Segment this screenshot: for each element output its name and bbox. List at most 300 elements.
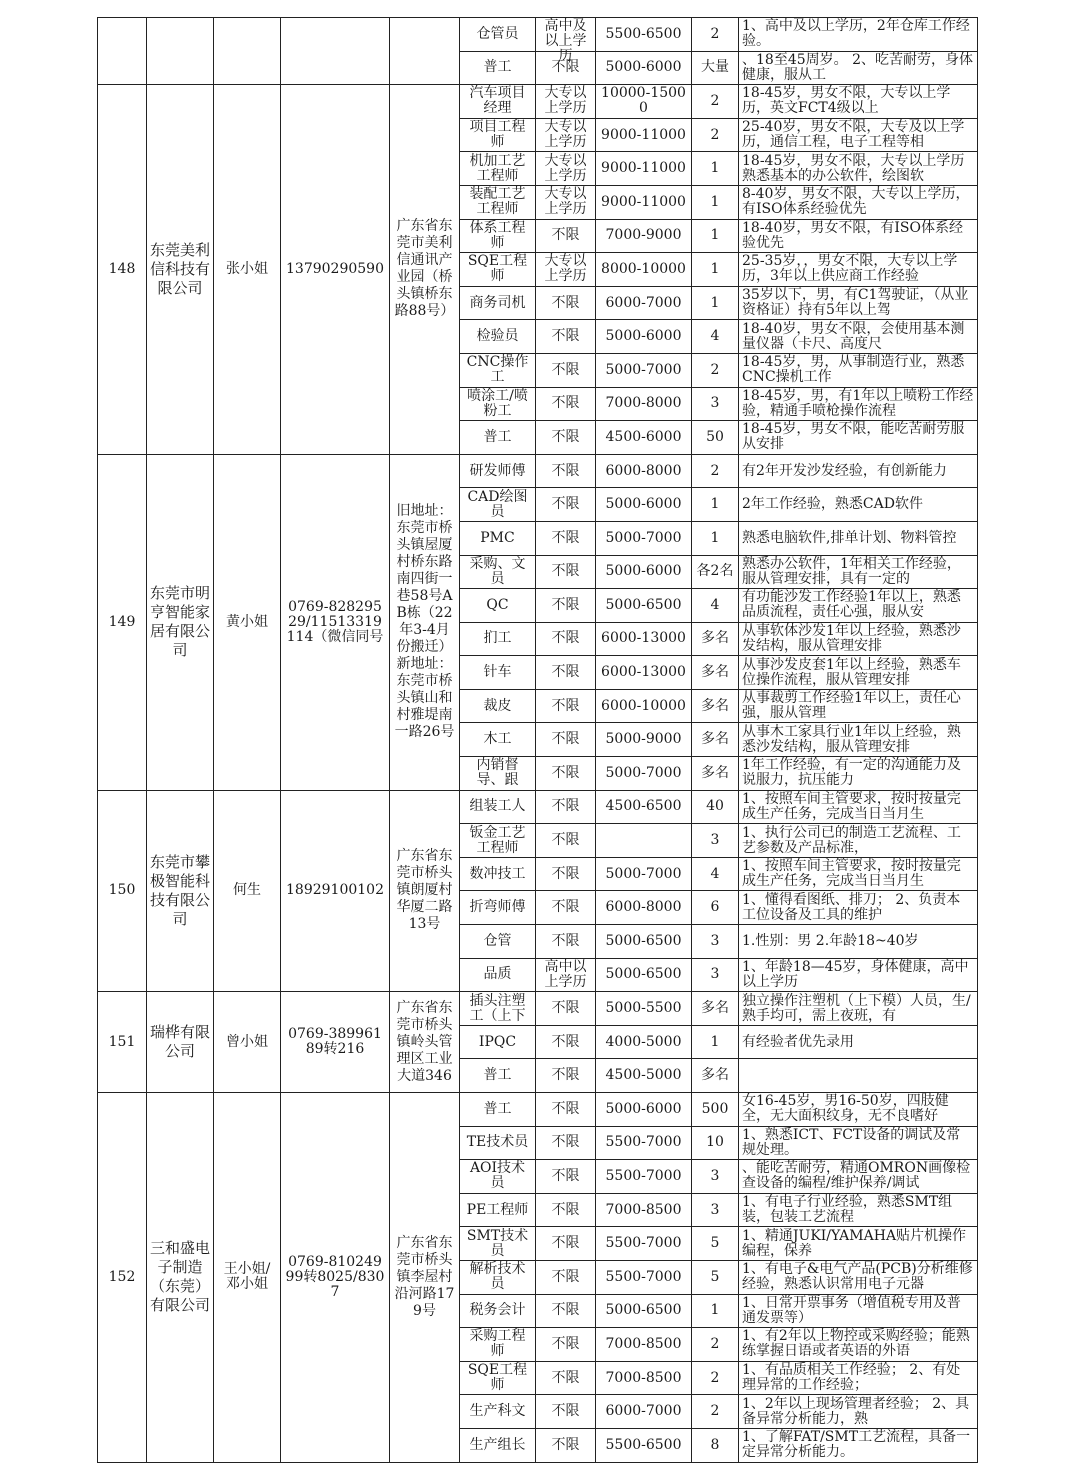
job-title	[460, 958, 536, 992]
contact-person-text: 王小姐/邓小姐	[223, 1261, 271, 1293]
job-headcount	[692, 689, 739, 723]
job-title-text: 汽车项目经理	[469, 85, 526, 117]
job-salary-text: 5000-5500	[605, 1000, 682, 1017]
job-education-text: 不限	[551, 596, 580, 613]
job-education-text: 不限	[551, 1235, 580, 1252]
job-requirements	[739, 454, 978, 488]
job-headcount	[692, 589, 739, 623]
job-headcount	[692, 320, 739, 354]
job-requirements	[739, 1160, 978, 1194]
job-title	[460, 1260, 536, 1294]
job-education	[536, 1395, 596, 1429]
job-headcount-text: 2	[710, 126, 720, 143]
job-headcount-text: 大量	[701, 59, 729, 76]
job-title	[460, 51, 536, 85]
job-salary	[596, 387, 692, 421]
job-headcount-text: 1	[710, 160, 720, 177]
job-requirements-text: 18-45岁，男，从事制造行业，熟悉CNC操机工作	[742, 354, 965, 386]
job-headcount	[692, 18, 739, 52]
job-requirements-text: 1、按照车间主管要求，按时按量完成生产任务，完成当日当月生	[742, 858, 961, 890]
job-salary-text: 5500-7000	[605, 1167, 682, 1184]
job-title	[460, 454, 536, 488]
job-education-text: 高中及以上学历	[544, 17, 587, 64]
job-requirements	[739, 857, 978, 891]
table-row	[98, 1093, 978, 1127]
company-address	[390, 790, 460, 992]
job-title	[460, 18, 536, 52]
job-headcount-text: 2	[710, 25, 720, 42]
job-salary-text: 5000-6500	[605, 966, 682, 983]
job-salary	[596, 656, 692, 690]
job-education	[536, 1294, 596, 1328]
job-salary	[596, 1227, 692, 1261]
job-title-text: CAD绘图员	[467, 488, 528, 520]
job-salary	[596, 622, 692, 656]
job-requirements-text: 2年工作经验，熟悉CAD软件	[742, 496, 923, 513]
job-salary	[596, 790, 692, 824]
job-headcount	[692, 1328, 739, 1362]
job-education-text: 不限	[551, 563, 580, 580]
job-salary	[596, 521, 692, 555]
job-salary-text: 8000-10000	[601, 260, 686, 277]
job-headcount-text: 1	[710, 1302, 720, 1319]
job-requirements	[739, 152, 978, 186]
job-salary-text: 6000-8000	[605, 899, 682, 916]
job-education-text: 不限	[551, 798, 580, 815]
job-title	[460, 656, 536, 690]
job-title-text: 生产组长	[469, 1436, 526, 1453]
job-salary-text: 4500-5000	[605, 1067, 682, 1084]
job-headcount-text: 500	[701, 1100, 729, 1117]
job-headcount	[692, 622, 739, 656]
job-headcount-text: 1	[710, 193, 720, 210]
job-salary	[596, 286, 692, 320]
job-salary	[596, 253, 692, 287]
job-requirements	[739, 1227, 978, 1261]
job-salary	[596, 1059, 692, 1093]
job-education-text: 不限	[551, 731, 580, 748]
table-row	[98, 18, 978, 52]
job-requirements	[739, 488, 978, 522]
job-title-text: 仓管员	[476, 25, 519, 42]
job-education-text: 不限	[551, 1067, 580, 1084]
job-salary-text: 6000-7000	[605, 294, 682, 311]
job-education	[536, 219, 596, 253]
job-education	[536, 1227, 596, 1261]
job-education	[536, 790, 596, 824]
company-name	[147, 992, 214, 1093]
job-title	[460, 152, 536, 186]
job-requirements	[739, 1025, 978, 1059]
job-title-text: 采购、文员	[469, 555, 526, 587]
contact-phone	[281, 992, 390, 1093]
job-education-text: 不限	[551, 428, 580, 445]
job-requirements-text: 从事软体沙发1年以上经验，熟悉沙发结构，服从管理安排	[742, 622, 961, 654]
job-salary-text: 7000-9000	[605, 227, 682, 244]
job-education-text: 不限	[551, 932, 580, 949]
job-requirements	[739, 353, 978, 387]
job-title	[460, 992, 536, 1026]
job-title	[460, 689, 536, 723]
company-address-text: 广东省东莞市桥头镇李屋村沿河路179号	[394, 1234, 455, 1319]
job-salary-text: 5500-7000	[605, 1134, 682, 1151]
contact-person	[214, 85, 281, 455]
job-headcount	[692, 387, 739, 421]
job-salary-text: 6000-8000	[605, 462, 682, 479]
job-requirements-text: 1、按照车间主管要求，按时按量完成生产任务，完成当日当月生	[742, 790, 961, 822]
company-address-text: 旧地址：东莞市桥头镇屋厦村桥东路南四街一巷58号AB栋（22年3-4月份搬迁）新地址：东莞市桥头镇山和村雅堤南一路26号	[394, 503, 455, 741]
job-title	[460, 1328, 536, 1362]
job-education-text: 不限	[551, 664, 580, 681]
job-education-text: 大专以上学历	[544, 85, 587, 117]
job-salary-text: 4500-6500	[605, 798, 682, 815]
table-row	[98, 454, 978, 488]
job-requirements-text: 1、精通JUKI/YAMAHA贴片机操作编程，保养	[742, 1227, 967, 1259]
job-requirements-text: 从事沙发皮套1年以上经验，熟悉车位操作流程，服从管理安排	[742, 656, 961, 688]
job-title-text: 研发师傅	[469, 462, 526, 479]
job-education	[536, 152, 596, 186]
job-requirements	[739, 18, 978, 52]
job-salary-text: 5000-9000	[605, 731, 682, 748]
contact-phone	[281, 18, 390, 85]
job-headcount-text: 10	[706, 1134, 724, 1151]
job-requirements	[739, 387, 978, 421]
company-number-text: 152	[108, 1268, 136, 1285]
job-headcount	[692, 253, 739, 287]
job-title	[460, 521, 536, 555]
job-title-text: 税务会计	[469, 1302, 526, 1319]
job-education-text: 不限	[551, 1436, 580, 1453]
job-headcount-text: 各2名	[696, 563, 734, 580]
job-headcount-text: 多名	[701, 664, 729, 681]
job-headcount	[692, 1059, 739, 1093]
job-education-text: 不限	[551, 1033, 580, 1050]
job-education-text: 不限	[551, 1335, 580, 1352]
job-headcount	[692, 1294, 739, 1328]
contact-person	[214, 992, 281, 1093]
company-number	[98, 85, 147, 455]
company-address-text: 广东省东莞市美利信通讯产业园（桥头镇桥东路88号）	[394, 218, 455, 320]
job-headcount	[692, 958, 739, 992]
table-row	[98, 992, 978, 1026]
company-address	[390, 18, 460, 85]
job-headcount-text: 1	[710, 529, 720, 546]
job-salary	[596, 1126, 692, 1160]
company-name	[147, 454, 214, 790]
job-education	[536, 320, 596, 354]
job-title-text: 插头注塑工（上下	[469, 992, 526, 1024]
job-salary	[596, 454, 692, 488]
job-title	[460, 353, 536, 387]
job-education	[536, 521, 596, 555]
job-education-text: 不限	[551, 832, 580, 849]
job-salary-text: 10000-15000	[601, 85, 686, 117]
job-requirements	[739, 622, 978, 656]
job-title	[460, 1059, 536, 1093]
job-headcount-text: 多名	[701, 764, 729, 781]
job-title	[460, 1093, 536, 1127]
job-education-text: 不限	[551, 1134, 580, 1151]
job-salary-text: 5000-7000	[605, 865, 682, 882]
job-education	[536, 589, 596, 623]
job-salary-text: 5500-6500	[605, 1436, 682, 1453]
job-requirements	[739, 1093, 978, 1127]
job-title-text: 检验员	[476, 328, 519, 345]
company-number	[98, 18, 147, 85]
job-salary	[596, 891, 692, 925]
job-title	[460, 1395, 536, 1429]
job-education-text: 不限	[551, 630, 580, 647]
job-headcount	[692, 85, 739, 119]
job-title-text: 扪工	[483, 630, 512, 647]
job-headcount	[692, 824, 739, 858]
job-salary	[596, 1294, 692, 1328]
job-title	[460, 286, 536, 320]
job-education-text: 大专以上学历	[544, 152, 587, 184]
job-title-text: 喷涂工/喷粉工	[467, 387, 528, 419]
job-education-text: 不限	[551, 496, 580, 513]
job-salary-text: 9000-11000	[601, 126, 686, 143]
job-requirements	[739, 723, 978, 757]
job-salary-text: 5000-7000	[605, 529, 682, 546]
job-title-text: PE工程师	[466, 1201, 529, 1218]
job-headcount-text: 5	[710, 1235, 720, 1252]
company-address-text: 广东省东莞市桥头镇岭头管理区工业大道346	[396, 999, 453, 1084]
company-name-text: 三和盛电子制造（东莞）有限公司	[150, 1239, 211, 1315]
job-education-text: 不限	[551, 361, 580, 378]
contact-person	[214, 454, 281, 790]
job-requirements	[739, 51, 978, 85]
company-number	[98, 992, 147, 1093]
job-headcount-text: 3	[710, 966, 720, 983]
job-education-text: 不限	[551, 1369, 580, 1386]
contact-phone	[281, 1093, 390, 1463]
job-salary	[596, 185, 692, 219]
job-education-text: 不限	[551, 462, 580, 479]
job-salary	[596, 51, 692, 85]
job-requirements-text: 1.性别：男 2.年龄18~40岁	[742, 932, 919, 949]
job-salary-text: 7000-8500	[605, 1201, 682, 1218]
job-education	[536, 286, 596, 320]
job-title-text: 普工	[483, 1067, 512, 1084]
company-name	[147, 1093, 214, 1463]
job-headcount-text: 1	[710, 294, 720, 311]
contact-phone-text: 0769-38996189转216	[288, 1026, 382, 1058]
job-title	[460, 622, 536, 656]
job-title	[460, 1160, 536, 1194]
job-salary-text: 5500-7000	[605, 1235, 682, 1252]
job-headcount	[692, 152, 739, 186]
job-salary	[596, 152, 692, 186]
job-headcount-text: 3	[710, 932, 720, 949]
job-education-text: 不限	[551, 1201, 580, 1218]
job-education-text: 不限	[551, 328, 580, 345]
job-salary-text: 5000-6000	[605, 496, 682, 513]
job-education-text: 不限	[551, 227, 580, 244]
job-salary	[596, 1260, 692, 1294]
job-headcount-text: 50	[706, 428, 724, 445]
job-education	[536, 689, 596, 723]
job-education-text: 不限	[551, 395, 580, 412]
job-salary	[596, 1093, 692, 1127]
job-requirements-text: 1、年龄18—45岁，身体健康，高中以上学历	[742, 958, 969, 990]
job-title-text: 品质	[483, 966, 512, 983]
recruitment-table	[97, 17, 978, 1463]
job-title	[460, 1193, 536, 1227]
job-requirements-text: 25-35岁，，男女不限，大专以上学历，3年以上供应商工作经验	[742, 253, 958, 285]
job-headcount-text: 5	[710, 1268, 720, 1285]
job-title-text: 商务司机	[469, 294, 526, 311]
job-education-text: 不限	[551, 865, 580, 882]
job-education	[536, 723, 596, 757]
job-headcount-text: 3	[710, 832, 720, 849]
job-headcount-text: 2	[710, 462, 720, 479]
job-title-text: 生产科文	[469, 1403, 526, 1420]
job-salary	[596, 992, 692, 1026]
contact-person-text: 何生	[233, 882, 261, 899]
job-requirements	[739, 925, 978, 959]
job-title-text: 内销督导、跟	[476, 757, 519, 789]
job-requirements-text: 18-45岁，男女不限，能吃苦耐劳服从安排	[742, 421, 965, 453]
job-headcount	[692, 757, 739, 791]
company-number	[98, 1093, 147, 1463]
table-row	[98, 790, 978, 824]
job-title-text: 机加工艺工程师	[469, 152, 526, 184]
job-education-text: 高中以上学历	[544, 958, 587, 990]
job-salary-text: 9000-11000	[601, 160, 686, 177]
job-salary	[596, 589, 692, 623]
job-education-text: 大专以上学历	[544, 253, 587, 285]
job-requirements-text: 1、有2年以上物控或采购经验；能熟练掌握日语或者英语的外语	[742, 1328, 970, 1360]
job-title-text: 仓管	[483, 932, 512, 949]
contact-phone	[281, 85, 390, 455]
job-requirements	[739, 320, 978, 354]
contact-phone-text: 0769-81024999转8025/8307	[285, 1253, 385, 1300]
job-education	[536, 118, 596, 152]
job-requirements-text: 有功能沙发工作经验1年以上，熟悉品质流程，责任心强，服从安	[742, 589, 961, 621]
job-title-text: 普工	[483, 59, 512, 76]
job-education	[536, 1160, 596, 1194]
job-requirements	[739, 1361, 978, 1395]
job-education-text: 不限	[551, 1100, 580, 1117]
job-headcount-text: 1	[710, 496, 720, 513]
job-headcount-text: 4	[710, 596, 720, 613]
job-salary	[596, 1193, 692, 1227]
job-title	[460, 1126, 536, 1160]
job-headcount	[692, 118, 739, 152]
job-requirements-text: 独立操作注塑机（上下模）人员，生/熟手均可，需上夜班，有	[742, 992, 971, 1024]
job-title-text: PMC	[480, 529, 515, 546]
job-headcount	[692, 521, 739, 555]
job-requirements-text: 1、了解FAT/SMT工艺流程，具备一定异常分析能力。	[742, 1429, 971, 1461]
job-headcount	[692, 185, 739, 219]
job-title-text: 普工	[483, 428, 512, 445]
job-salary-text: 5000-6000	[605, 328, 682, 345]
job-headcount-text: 多名	[701, 1067, 729, 1084]
job-requirements	[739, 219, 978, 253]
job-requirements	[739, 1126, 978, 1160]
job-headcount-text: 2	[710, 92, 720, 109]
job-headcount-text: 多名	[701, 731, 729, 748]
job-requirements	[739, 286, 978, 320]
job-salary	[596, 320, 692, 354]
job-education-text: 不限	[551, 899, 580, 916]
job-requirements-text: 35岁以下，男，有C1驾驶证，（从业资格证）持有5年以上驾	[742, 287, 969, 319]
job-requirements-text: 1、熟悉ICT、FCT设备的调试及常规处理。	[742, 1126, 961, 1158]
job-requirements-text: 从事木工家具行业1年以上经验，熟悉沙发结构，服从管理安排	[742, 723, 961, 755]
job-requirements	[739, 992, 978, 1026]
job-requirements	[739, 790, 978, 824]
job-education	[536, 1328, 596, 1362]
job-headcount	[692, 488, 739, 522]
job-salary	[596, 857, 692, 891]
job-title-text: 木工	[483, 731, 512, 748]
job-headcount	[692, 286, 739, 320]
job-title-text: SQE工程师	[467, 1362, 528, 1394]
job-education	[536, 891, 596, 925]
job-requirements-text: 从事裁剪工作经验1年以上，责任心强，服从管理	[742, 690, 961, 722]
job-requirements	[739, 958, 978, 992]
job-requirements-text: 有经验者优先录用	[742, 1033, 854, 1050]
job-education-text: 不限	[551, 697, 580, 714]
job-requirements-text: 1年工作经验，有一定的沟通能力及说服力，抗压能力	[742, 757, 961, 789]
job-headcount-text: 多名	[701, 697, 729, 714]
job-title	[460, 1227, 536, 1261]
job-headcount	[692, 1260, 739, 1294]
job-salary	[596, 85, 692, 119]
job-requirements-text: 1、日常开票事务（增值税专用及普通发票等）	[742, 1294, 961, 1326]
job-title-text: SMT技术员	[466, 1227, 529, 1259]
job-headcount	[692, 454, 739, 488]
job-headcount-text: 4	[710, 865, 720, 882]
job-requirements	[739, 421, 978, 455]
job-salary-text: 5500-6500	[605, 25, 682, 42]
job-education	[536, 1260, 596, 1294]
job-requirements	[739, 521, 978, 555]
job-salary-text: 5000-7000	[605, 764, 682, 781]
job-salary	[596, 1328, 692, 1362]
job-education	[536, 421, 596, 455]
company-number-text: 148	[108, 260, 136, 277]
job-headcount-text: 6	[710, 899, 720, 916]
job-education	[536, 488, 596, 522]
company-number-text: 151	[108, 1033, 136, 1050]
job-requirements	[739, 185, 978, 219]
job-requirements	[739, 757, 978, 791]
job-requirements	[739, 689, 978, 723]
company-address	[390, 85, 460, 455]
job-education	[536, 622, 596, 656]
job-requirements	[739, 1193, 978, 1227]
job-requirements	[739, 1395, 978, 1429]
job-salary	[596, 353, 692, 387]
job-salary-text: 5000-6500	[605, 1302, 682, 1319]
job-salary-text: 6000-13000	[601, 630, 686, 647]
company-address	[390, 992, 460, 1093]
company-name	[147, 790, 214, 992]
job-education-text: 大专以上学历	[544, 119, 587, 151]
job-education	[536, 454, 596, 488]
job-headcount	[692, 421, 739, 455]
job-requirements-text: 18-40岁，男女不限，会使用基本测量仪器（卡尺、高度尺	[742, 320, 965, 352]
job-title	[460, 320, 536, 354]
job-requirements-text: 18-40岁，男女不限，有ISO体系经验优先	[742, 219, 963, 251]
job-education-text: 不限	[551, 59, 580, 76]
job-requirements	[739, 555, 978, 589]
company-name	[147, 85, 214, 455]
company-number	[98, 454, 147, 790]
contact-person-text: 张小姐	[226, 260, 268, 277]
